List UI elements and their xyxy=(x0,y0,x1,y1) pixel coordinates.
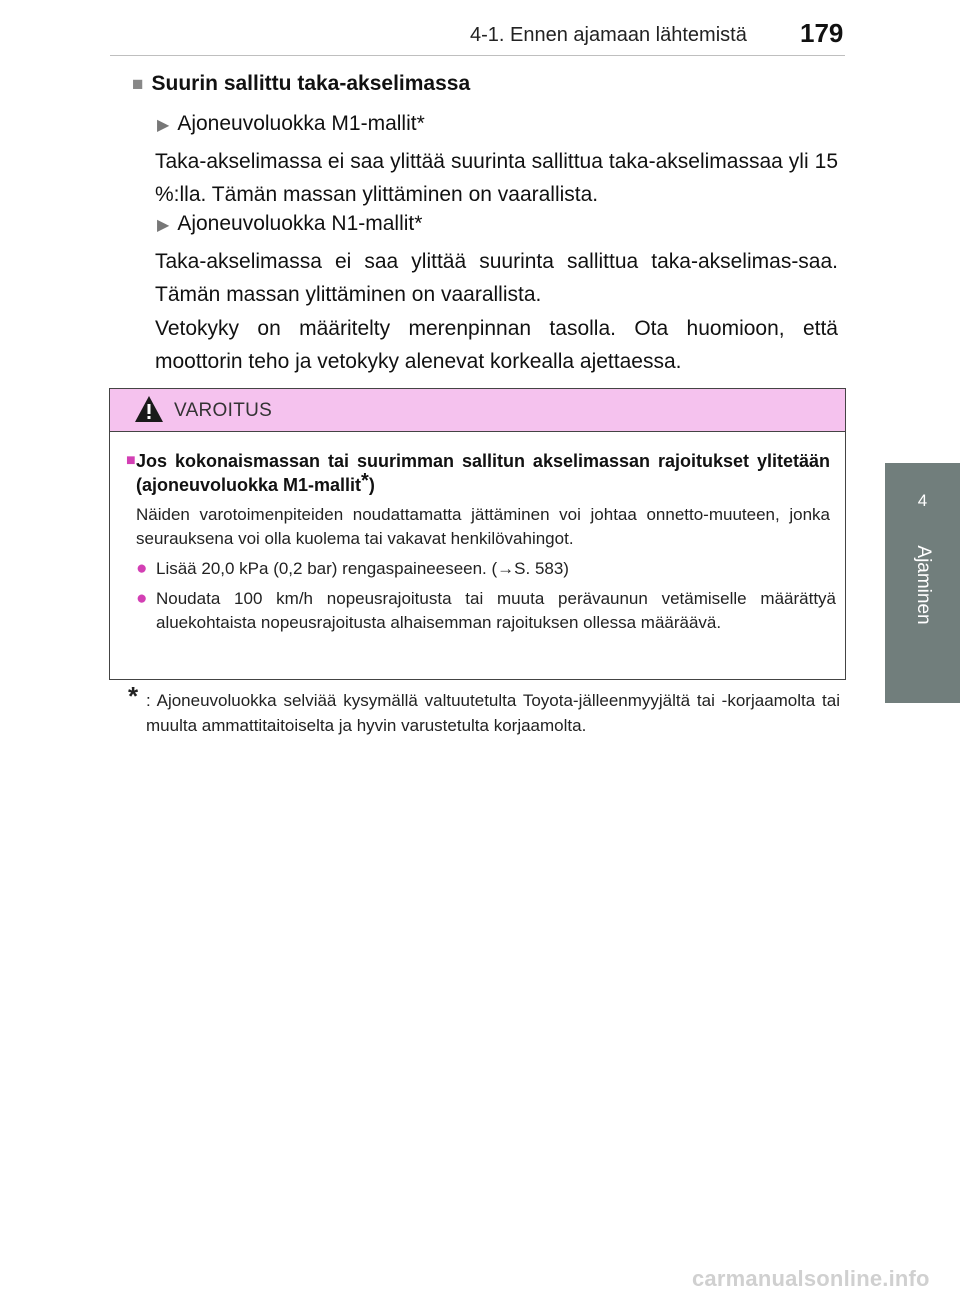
triangle-bullet-icon: ▶ xyxy=(157,217,170,234)
circle-bullet-icon: ● xyxy=(136,588,148,609)
chapter-side-tab xyxy=(885,463,960,703)
section-heading xyxy=(132,72,470,96)
warning-header xyxy=(110,389,845,432)
warning-heading xyxy=(126,449,830,497)
warning-body-text: Näiden varotoimenpiteiden noudattamatta jättäminen voi johtaa onnetto-muuteen, jonka seurauksena voi olla kuolema tai vakavat henkilövahingot. xyxy=(136,505,830,548)
subsection-heading-text: Ajoneuvoluokka N1-mallit* xyxy=(177,212,423,235)
subsection-heading-m1 xyxy=(157,112,425,136)
subsection-heading-text: Ajoneuvoluokka M1-mallit* xyxy=(177,112,425,135)
circle-bullet-icon: ● xyxy=(136,558,148,579)
paragraph-towing-capacity: Vetokyky on määritelty merenpinnan tasolla. Ota huomioon, että moottorin teho ja vetokyky alenevat korkealla ajettaessa. xyxy=(155,317,838,373)
warning-bullet-item xyxy=(136,557,836,581)
square-bullet-icon: ■ xyxy=(132,74,144,95)
watermark: carmanualsonline.info xyxy=(692,1266,930,1291)
paragraph-n1: Taka-akselimassa ei saa ylittää suurinta sallittua taka-akselimas-saa. Tämän massan ylittäminen on vaarallista. xyxy=(155,250,838,306)
warning-title: VAROITUS xyxy=(174,400,273,421)
header-divider xyxy=(110,55,845,56)
footnote-text: : Ajoneuvoluokka selviää kysymällä valtuutetulta Toyota-jälleenmyyjältä tai -korjaamolta tai muulta ammattitaitoiselta ja hyvin varustetulta korjaamolta. xyxy=(146,691,840,735)
chapter-label: Ajaminen xyxy=(913,545,934,625)
warning-bullet-text: Noudata 100 km/h nopeusrajoitusta tai muuta perävaunun vetämiselle määrättyä aluekohtaista nopeusrajoitusta alhaisemman rajoituksen ollessa määräävä. xyxy=(156,589,836,632)
warning-bullet-text: Lisää 20,0 kPa (0,2 bar) rengaspaineeseen. (→S. 583) xyxy=(156,559,569,578)
page-number: 179 xyxy=(800,18,844,48)
warning-bullet-item xyxy=(136,587,836,635)
triangle-bullet-icon: ▶ xyxy=(157,117,170,134)
section-heading-text: Suurin sallittu taka-akselimassa xyxy=(151,72,471,95)
paragraph-m1: Taka-akselimassa ei saa ylittää suurinta sallittua taka-akselimassaa yli 15 %:lla. Tämän massan ylittäminen on vaarallista. xyxy=(155,150,838,206)
header-section-title: 4-1. Ennen ajamaan lähtemistä xyxy=(470,24,747,46)
footnote-marker: * xyxy=(128,681,139,711)
subsection-heading-n1 xyxy=(157,212,422,236)
footnote xyxy=(128,681,840,738)
square-bullet-icon: ■ xyxy=(126,452,136,469)
warning-heading-text: Jos kokonaismassan tai suurimman sallitun akselimassan rajoitukset ylitetään (ajoneuvoluokka M1-mallit xyxy=(136,451,830,495)
chapter-number: 4 xyxy=(917,491,928,510)
footnote-star: * xyxy=(361,470,369,492)
warning-heading-close: ) xyxy=(368,475,375,495)
warning-triangle-icon xyxy=(134,395,164,423)
warning-box xyxy=(109,388,846,680)
